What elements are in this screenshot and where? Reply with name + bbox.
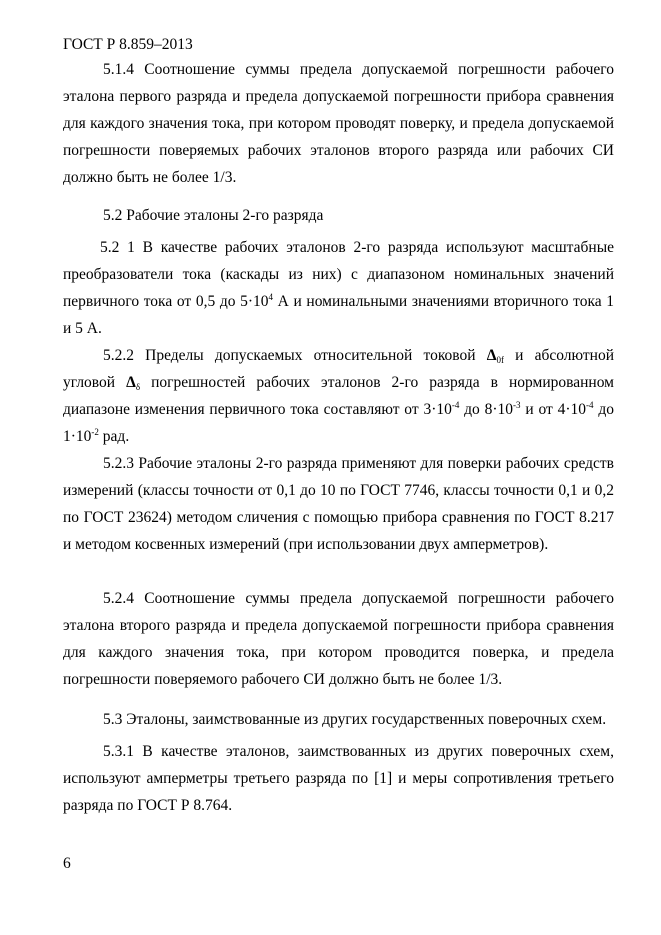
section-heading-5-3: 5.3 Эталоны, заимствованные из других государственных поверочных схем. — [103, 711, 607, 728]
paragraph-5-2-2: 5.2.2 Пределы допускаемых относительной токовой $\Delta_{0f}$ и абсолютной угловой $\Delta_\delta$ погрешностей рабочих эталонов 2-го разряда в нормированном диапазоне изменения первичного тока составляют от $3\cdot 10^{-4}$ до $8\cdot 10^{-3}$ и от $4\cdot 10^{-4}$ до $1\cdot 10^{-2}$ рад. — [63, 347, 614, 445]
document-header: ГОСТ Р 8.859–2013 — [63, 36, 193, 53]
paragraph-5-3-1: 5.3.1 В качестве эталонов, заимствованных из других поверочных схем, используют амперметры третьего разряда по [1] и меры сопротивления третьего разряда по ГОСТ Р 8.764. — [63, 743, 614, 814]
delta-symbol: Δ — [126, 374, 136, 391]
paragraph-5-2-3: 5.2.3 Рабочие эталоны 2-го разряда применяют для поверки рабочих средств измерений (классы точности от 0,1 до 10 по ГОСТ 7746, классы точности 0,1 и 0,2 по ГОСТ 23624) методом сличения с помощью прибора сравнения по ГОСТ 8.217 и методом косвенных измерений (при использовании двух амперметров). — [63, 455, 614, 553]
section-heading-5-2: 5.2 Рабочие эталоны 2-го разряда — [103, 207, 324, 224]
delta-symbol: Δ — [486, 347, 497, 364]
paragraph-5-2-1: 5.2 1 В качестве рабочих эталонов 2-го разряда используют масштабные преобразователи тока (каскады из них) с диапазоном номинальных значений первичного тока от 0,5 до $5\cdot 10^4$ А и номинальными значениями вторичного тока 1 и 5 А. — [63, 239, 615, 337]
paragraph-5-1-4: 5.1.4 Соотношение суммы предела допускаемой погрешности рабочего эталона первого разряда и предела допускаемой погрешности прибора сравнения для каждого значения тока, при котором проводят поверку, и предела допускаемой погрешности поверяемых рабочих эталонов второго разряда или рабочих СИ должно быть не более 1/3. — [63, 61, 614, 186]
page-number: 6 — [63, 855, 71, 872]
paragraph-5-2-4: 5.2.4 Соотношение суммы предела допускаемой погрешности рабочего эталона второго разряда и предела допускаемой погрешности прибора сравнения для каждого значения тока, при котором проводится поверка, и предела погрешности поверяемого рабочего СИ должно быть не более 1/3. — [63, 590, 614, 688]
